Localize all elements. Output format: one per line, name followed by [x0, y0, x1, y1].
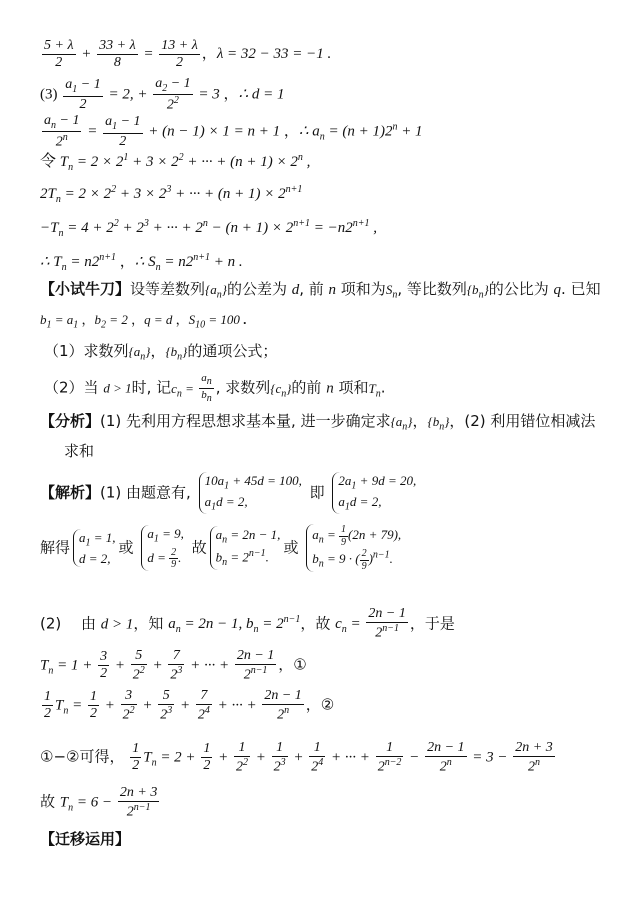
solution-line-7: 故 $T_n = 6$ − $\frac{2n + 3}{2^{n-1}}$ — [40, 785, 158, 820]
equation-line-1: $\frac{5 + \lambda}{2}$ + $\frac{33 + \lambda}{8}$ = $\frac{13 + \lambda}{2}$ ，λ = 32 − 33 = −1 . — [44, 38, 332, 71]
equation-line-6: $-T_n = 4 + 2^2 + 2^3$ + ··· + $2^n - (n + 1) \times 2^{n+1} = -n2^{n+1}$ , — [40, 218, 377, 239]
equation-line-2: (3) $\frac{a_1 - 1}{2}$ = 2, + $\frac{a_2 - 1}{2^2}$ = 3 ，∴ d = 1 — [40, 76, 285, 113]
solution-line-4: $T_n = 1$ + $\frac{3}{2}$ + $\frac{5}{2^2}$ + $\frac{7}{2^3}$ + ··· + $\frac{2n - 1}{2^{n-1}}$ ，① — [40, 648, 307, 683]
problem-part-2: （2）当 d > 1时, 记$c_n$ = $\frac{a_n}{b_n}$ , 求数列$\{c_n\}$的前 n 项和$T_n$. — [44, 372, 386, 404]
transfer-heading: 【迁移运用】 — [40, 830, 131, 848]
problem-part-1: （1）求数列$\{a_n\}$，$\{b_n\}$的通项公式； — [44, 342, 278, 363]
solution-line-3: (2) 由 d > 1，知 $a_n = 2n - 1$, $b_n = 2^{n-1}$，故 $c_n$ = $\frac{2n - 1}{2^{n-1}}$ ，于是 — [40, 606, 455, 641]
equation-line-3: $\frac{a_n - 1}{2^n}$ = $\frac{a_1 - 1}{2}$ + (n − 1) × 1 = n + 1 ，∴ $a_n = (n + 1)2^n + 1$ — [44, 113, 423, 150]
equation-line-5: $2T_n = 2 \times 2^2 + 3 \times 2^3$ + ··· + $(n + 1) \times 2^{n+1}$ — [40, 184, 303, 205]
solution-line-2: 解得 $a_1 = 1$, d = 2, 或 $a_1 = 9$, d = $\frac{2}{9}$ . 故 $a_n = 2n - 1$, $b_n = 2^{n-1}$. 或 $a_n$ = $\frac{1}{9}$ (2n + 79), $b_n = 9$ · ( $\frac{2}{9}$ )$^{n-1}$. — [40, 524, 402, 572]
solution-line-6: ①−②可得， $\frac{1}{2}$ $T_n = 2$ + $\frac{1}{2}$ + $\frac{1}{2^2}$ + $\frac{1}{2^3}$ + $\frac{1}{2^4}$ + ··· + $\frac{1}{2^{n-2}}$ − $\frac{2n - 1}{2^n}$ = 3 − $\frac{2n + 3}{2^n}$ — [40, 740, 553, 775]
equation-line-7: ∴ $T_n = n2^{n+1}$ ，∴ $S_n = n2^{n+1} + n$ . — [40, 252, 243, 273]
equation-line-4: 令 $T_n = 2 \times 2^1 + 3 \times 2^2$ + ··· + $(n + 1) \times 2^n$ , — [40, 151, 311, 173]
solution-line-5: $\frac{1}{2}$ $T_n$ = $\frac{1}{2}$ + $\frac{3}{2^2}$ + $\frac{5}{2^3}$ + $\frac{7}{2^4}$ + ··· + $\frac{2n - 1}{2^n}$ ，② — [44, 688, 335, 723]
analysis-line-1: 【分析】(1) 先利用方程思想求基本量, 进一步确定求$\{a_n\}$，$\{b_n\}$，(2) 利用错位相减法 — [40, 412, 596, 433]
problem-heading: 【小试牛刀】设等差数列$\{a_n\}$的公差为 d, 前 n 项和为$S_n$, 等比数列$\{b_n\}$的公比为 q. 已知 — [40, 280, 601, 301]
problem-conditions: $b_1 = a_1$ ，$b_2 = 2$ ，q = d ，$S_{10} = 100$ . — [40, 312, 247, 331]
analysis-line-2: 求和 — [64, 442, 95, 460]
solution-line-1: 【解析】(1) 由题意有, $10a_1 + 45d = 100$, $a_1d = 2$, 即 $2a_1 + 9d = 20$, $a_1d = 2$, — [40, 473, 417, 513]
